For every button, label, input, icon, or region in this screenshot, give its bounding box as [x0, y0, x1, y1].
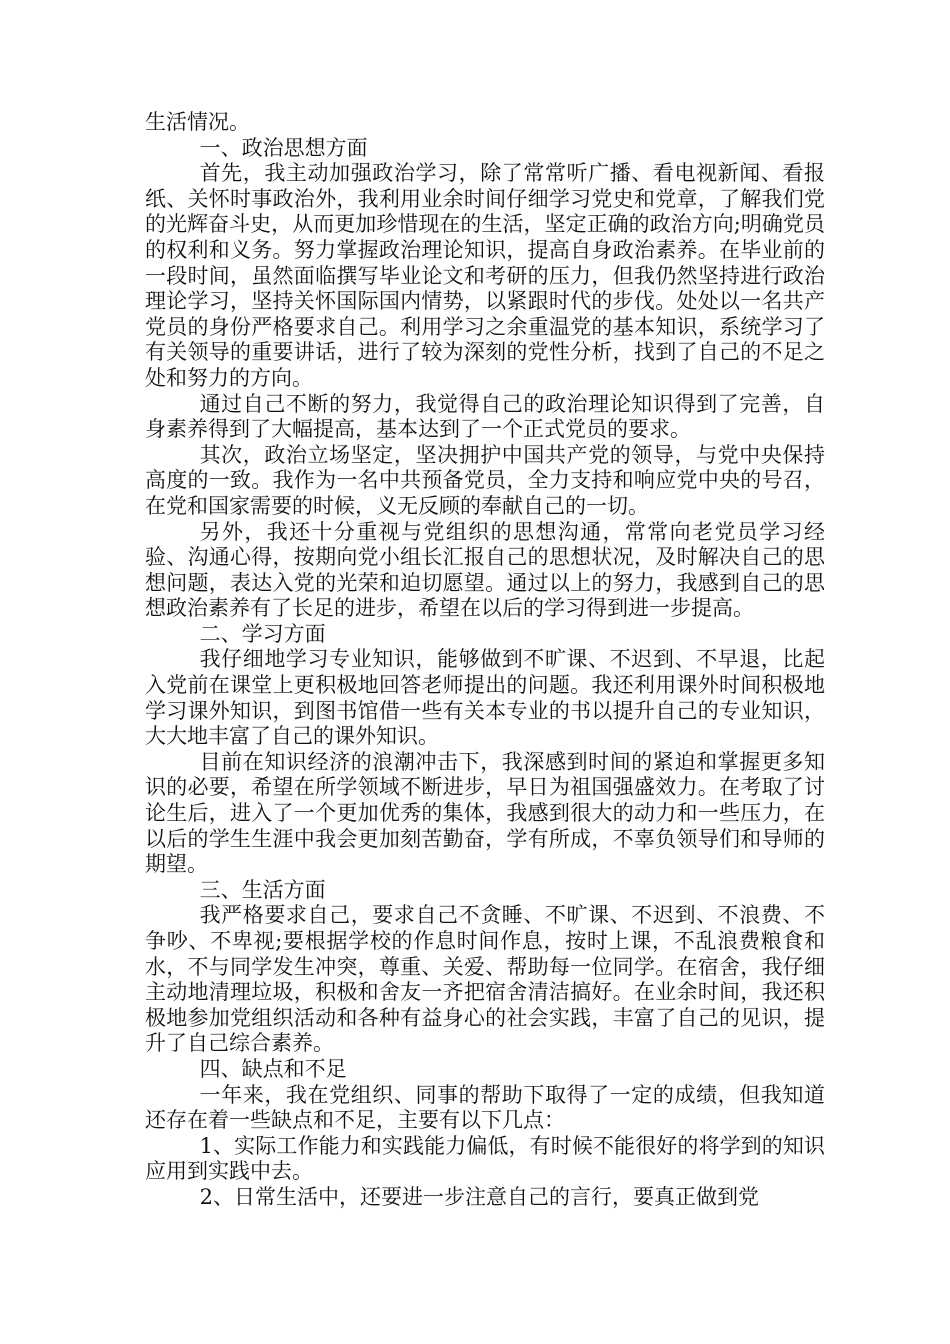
section-heading-politics: 一、政治思想方面	[199, 135, 368, 160]
list-item-1: 1、实际工作能力和实践能力偏低，有时候不能很好的将学到的知识应用到实践中去。	[145, 1133, 825, 1184]
paragraph-4: 其次，政治立场坚定，坚决拥护中国共产党的领导，与党中央保持高度的一致。我作为一名中共预备党员，全力支持和响应党中央的号召，在党和国家需要的时候，义无反顾的奉献自己的一切。	[145, 442, 825, 518]
section-heading-study: 二、学习方面	[199, 621, 326, 646]
paragraph-2: 首先，我主动加强政治学习，除了常常听广播、看电视新闻、看报纸、关怀时事政治外，我利用业余时间仔细学习党史和党章，了解我们党的光辉奋斗史，从而更加珍惜现在的生活，坚定正确的政治方向;明确党员的权利和义务。努力掌握政治理论知识，提高自身政治素养。在毕业前的一段时间，虽然面临撰写毕业论文和考研的压力，但我仍然坚持进行政治理论学习，坚持关怀国际国内情势，以紧跟时代的步伐。处处以一名共产党员的身份严格要求自己。利用学习之余重温党的基本知识，系统学习了有关领导的重要讲话，进行了较为深刻的党性分析，找到了自己的不足之处和努力的方向。	[145, 161, 825, 390]
section-heading-shortcomings: 四、缺点和不足	[199, 1056, 347, 1081]
paragraph-0: 生活情况。	[145, 110, 250, 134]
paragraph-10: 我严格要求自己，要求自己不贪睡、不旷课、不迟到、不浪费、不争吵、不卑视;要根据学校的作息时间作息，按时上课，不乱浪费粮食和水，不与同学发生冲突，尊重、关爱、帮助每一位同学。在宿舍，我仔细主动地清理垃圾，积极和舍友一齐把宿舍清洁搞好。在业余时间，我还积极地参加党组织活动和各种有益身心的社会实践，丰富了自己的见识，提升了自己综合素养。	[145, 903, 825, 1056]
paragraph-12: 一年来，我在党组织、同事的帮助下取得了一定的成绩，但我知道还存在着一些缺点和不足，主要有以下几点：	[145, 1082, 825, 1133]
section-heading-life: 三、生活方面	[199, 877, 326, 902]
paragraph-8: 目前在知识经济的浪潮冲击下，我深感到时间的紧迫和掌握更多知识的必要，希望在所学领域不断进步，早日为祖国强盛效力。在考取了讨论生后，进入了一个更加优秀的集体，我感到很大的动力和一些压力，在以后的学生生涯中我会更加刻苦勤奋，学有所成，不辜负领导们和导师的期望。	[145, 749, 825, 877]
paragraph-5: 另外，我还十分重视与党组织的思想沟通，常常向老党员学习经验、沟通心得，按期向党小组长汇报自己的思想状况，及时解决自己的思想问题，表达入党的光荣和迫切愿望。通过以上的努力，我感到自己的思想政治素养有了长足的进步，希望在以后的学习得到进一步提高。	[145, 519, 825, 621]
paragraph-7: 我仔细地学习专业知识，能够做到不旷课、不迟到、不早退，比起入党前在课堂上更积极地回答老师提出的问题。我还利用课外时间积极地学习课外知识，到图书馆借一些有关本专业的书以提升自己的专业知识，大大地丰富了自己的课外知识。	[145, 647, 825, 749]
list-item-2: 2、日常生活中，还要进一步注意自己的言行，要真正做到党	[199, 1184, 759, 1209]
document-body	[145, 110, 825, 1211]
paragraph-3: 通过自己不断的努力，我觉得自己的政治理论知识得到了完善，自身素养得到了大幅提高，基本达到了一个正式党员的要求。	[145, 391, 825, 442]
